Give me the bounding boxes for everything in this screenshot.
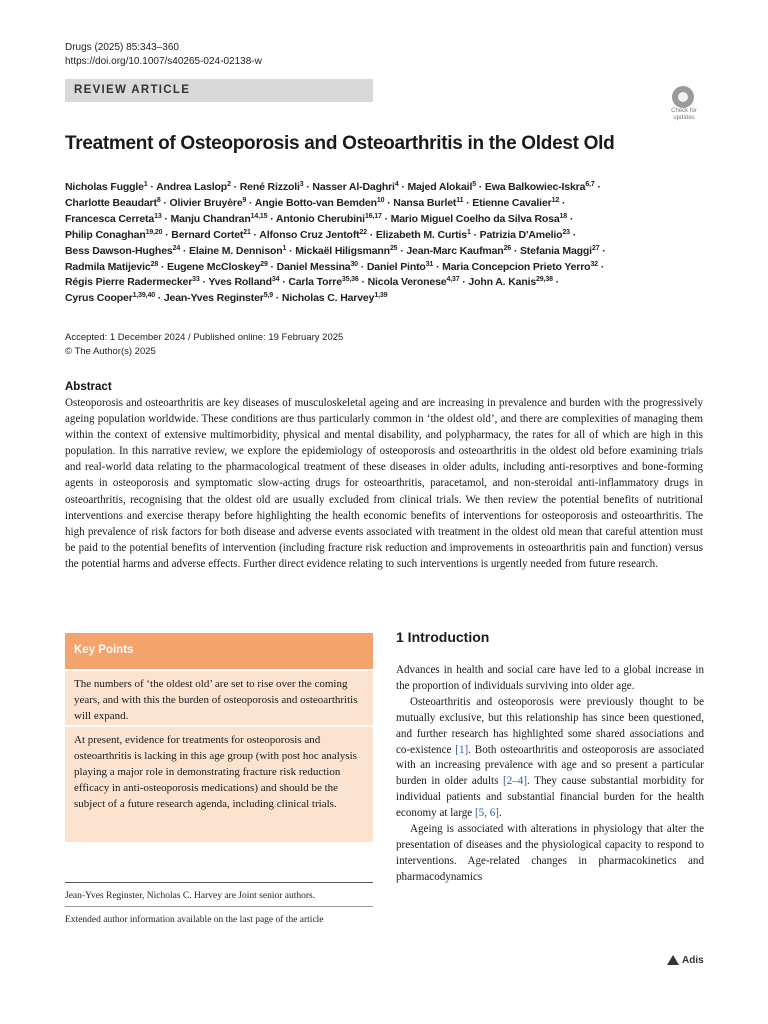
author-name[interactable]: Bernard Cortet$^{21}$: [171, 228, 251, 241]
author-affiliation: 32: [590, 260, 598, 268]
author-line: [65, 244, 705, 260]
author-affiliation: 3: [299, 181, 304, 188]
author-affiliation: 23: [562, 228, 570, 236]
author-separator: ·: [433, 260, 443, 273]
author-separator: ·: [246, 196, 255, 209]
citation-link[interactable]: [5, 6]: [474, 807, 499, 820]
author-name[interactable]: Elaine M. Dennison$^1$: [188, 244, 287, 257]
author-separator: ·: [470, 228, 480, 241]
author-separator: ·: [398, 181, 408, 193]
author-name[interactable]: Cyrus Cooper$^{1,39,40}$: [65, 292, 155, 305]
article-type-label: REVIEW ARTICLE: [74, 84, 191, 96]
author-name[interactable]: Mickaël Hiligsmann$^{25}$: [295, 244, 398, 257]
author-separator: ·: [250, 228, 260, 241]
author-separator: ·: [286, 244, 296, 257]
author-affiliation: 1: [466, 228, 471, 236]
author-separator: ·: [567, 212, 574, 225]
author-line: [65, 275, 705, 291]
author-separator: ·: [358, 276, 368, 289]
author-separator: ·: [267, 260, 277, 273]
author-name[interactable]: Jean-Yves Reginster$^{5,9}$: [163, 292, 273, 305]
author-name[interactable]: Elizabeth M. Curtis$^1$: [375, 228, 471, 241]
author-separator: ·: [459, 276, 469, 289]
intro-paragraph: Ageing is associated with alterations in physiology that alter the presentation of diseases and the physiological capacity to respond to interventions. Age-related changes in pharmacokinetics and pharmacodynamics: [396, 823, 704, 883]
author-name[interactable]: Patrizia D'Amelio$^{23}$: [479, 228, 570, 241]
author-affiliation: 27: [591, 244, 600, 252]
author-separator: ·: [594, 181, 601, 193]
author-name[interactable]: John A. Kanis$^{29,38}$: [468, 276, 553, 289]
check-updates-icon-inner: [678, 92, 688, 102]
author-line: [65, 228, 705, 244]
author-name[interactable]: Philip Conaghan$^{19,20}$: [65, 228, 163, 241]
author-separator: ·: [303, 181, 313, 193]
author-affiliation: 35,36: [341, 276, 359, 284]
introduction-text: [396, 663, 704, 886]
author-affiliation: 28: [150, 260, 159, 268]
author-name[interactable]: Charlotte Beaudart$^8$: [65, 196, 161, 209]
author-name[interactable]: Carla Torre$^{35,36}$: [288, 276, 359, 289]
author-line: [65, 291, 705, 307]
author-affiliation: 24: [172, 244, 181, 252]
author-affiliation: 29: [260, 260, 268, 268]
author-separator: ·: [162, 228, 172, 241]
citation-link[interactable]: [2–4]: [503, 775, 528, 788]
author-affiliation: 12: [551, 196, 560, 204]
author-separator: ·: [357, 260, 367, 273]
journal-citation: [65, 41, 262, 69]
author-affiliation: 31: [425, 260, 434, 268]
author-separator: ·: [161, 212, 171, 225]
author-line: [65, 180, 705, 196]
author-affiliation: 16,17: [364, 212, 382, 220]
author-affiliation: 18: [559, 212, 568, 220]
author-separator: ·: [384, 196, 394, 209]
author-line: [65, 212, 705, 228]
author-affiliation: 5,9: [263, 292, 273, 300]
journal-volume: Drugs (2025) 85:343–360: [65, 42, 179, 53]
author-affiliation: 5: [472, 181, 476, 188]
author-affiliation: 10: [376, 196, 385, 204]
abstract-heading: Abstract: [65, 381, 112, 393]
author-name[interactable]: Olivier Bruyère$^9$: [169, 196, 247, 209]
author-name[interactable]: Radmila Matijevic$^{28}$: [65, 260, 159, 273]
author-affiliation: 22: [359, 228, 368, 236]
author-separator: ·: [381, 212, 391, 225]
author-separator: ·: [158, 260, 167, 273]
author-separator: ·: [160, 196, 170, 209]
copyright: © The Author(s) 2025: [65, 345, 156, 357]
author-name[interactable]: Nicholas C. Harvey$^{1,39}$: [281, 292, 388, 305]
author-affiliation: 26: [503, 244, 512, 252]
author-name[interactable]: Mario Miguel Coelho da Silva Rosa$^{18}$: [390, 212, 568, 225]
author-affiliation: 30: [350, 260, 358, 268]
author-name[interactable]: Jean-Marc Kaufman$^{26}$: [406, 244, 512, 257]
author-name[interactable]: Etienne Cavalier$^{12}$: [472, 196, 560, 209]
author-affiliation: 1: [143, 181, 148, 188]
citation-link[interactable]: [1]: [455, 743, 469, 756]
author-name[interactable]: Daniel Messina$^{30}$: [276, 260, 358, 273]
author-affiliation: 14,15: [250, 212, 268, 220]
author-affiliation: 1,39,40: [132, 292, 155, 300]
intro-paragraph: Osteoarthritis and osteoporosis were previously thought to be mutually exclusive, but this relationship has since been questioned, and further research has highlighted some shared associations and co-existence [1]. Both osteoarthritis and osteoporosis are associated with an increasing prevalence with age and so present a particular burden in older adults [2–4]. They cause substantial morbidity for individual patients and substantial financial burden for the health economy at large [5, 6].: [396, 695, 705, 820]
footnote-rule: [65, 882, 373, 883]
author-affiliation: 6,7: [585, 181, 595, 188]
author-name[interactable]: Nasser Al-Daghri$^4$: [312, 181, 399, 193]
author-name[interactable]: Daniel Pinto$^{31}$: [366, 260, 434, 273]
author-affiliation: 1: [282, 244, 287, 252]
key-points-divider: [65, 669, 373, 671]
author-affiliation: 19,20: [145, 228, 163, 236]
author-name[interactable]: Yves Rolland$^{34}$: [208, 276, 280, 289]
author-separator: ·: [597, 260, 605, 273]
author-affiliation: 2: [227, 181, 231, 188]
author-separator: ·: [273, 292, 282, 305]
author-affiliation: 4: [394, 181, 399, 188]
abstract-text: Osteoporosis and osteoarthritis are key diseases of musculoskeletal ageing and are increasing in prevalence and burden with the progressively ageing population worldwide. These conditions are thus particularly common in ‘the oldest old’, and there are complexities of managing them within the context of extensive multimorbidity, physical and mental disability, and polypharmacy, the rates for all of which are high in this population. In this narrative review, we explore the epidemiology of osteoporosis and osteoarthritis in the oldest old before examining trials and real-world data relating to the pharmacological treatment of these diseases in older adults, including anti-resorptives and bone-forming agents in osteoporosis and symptomatic slow-acting drugs for osteoarthritis, paracetamol, and non-steroidal anti-inflammatory drugs in osteoarthritis, recognising that the oldest old are usually excluded from clinical trials. We then review the potential benefits of nutritional interventions and exercise therapy before highlighting the health economic benefits of interventions for osteoporosis and osteoarthritis. The high prevalence of risk factors for both disease and adverse events associated with treatment in the oldest old mean that careful attention must be paid to the potential benefits of intervention (including fracture risk reduction and improvements in osteoarthritis pain and function) versus the potential harms and adverse effects. Further direct evidence relating to such interventions is urgently needed from future research.: [65, 397, 703, 570]
author-list: [65, 180, 705, 307]
check-updates-label: Check for updates: [671, 108, 697, 121]
key-point-item: At present, evidence for treatments for osteoporosis and osteoarthritis is lacking in this age group (with post hoc analysis playing a major role in demonstrating fracture risk reduction efficacy in anti-osteoporosis medications) and should be the subject of a future research agenda, including clinical trials.: [74, 734, 357, 811]
author-name[interactable]: Régis Pierre Radermecker$^{33}$: [65, 276, 200, 289]
article-title: Treatment of Osteoporosis and Osteoarthritis in the Oldest Old: [65, 133, 615, 154]
author-affiliation: 34: [271, 276, 280, 284]
author-affiliation: 4,37: [446, 276, 460, 284]
author-name[interactable]: Ewa Balkowiec-Iskra$^{6,7}$: [484, 181, 595, 193]
author-affiliation: 9: [242, 196, 247, 204]
author-affiliation: 29,38: [536, 276, 553, 284]
author-line: [65, 260, 705, 276]
author-name[interactable]: René Rizzoli$^3$: [239, 181, 304, 193]
author-affiliation: 11: [456, 196, 464, 204]
author-separator: ·: [599, 244, 606, 257]
key-points-title: Key Points: [74, 644, 134, 656]
author-affiliation: 8: [156, 196, 161, 204]
author-separator: ·: [199, 276, 209, 289]
author-separator: ·: [475, 181, 485, 193]
author-affiliation: 13: [154, 212, 162, 220]
author-name[interactable]: Francesca Cerreta$^{13}$: [65, 212, 162, 225]
publisher-logo: Adis: [682, 955, 704, 966]
accepted-published: Accepted: 1 December 2024 / Published online: 19 February 2025: [65, 332, 344, 343]
author-affiliation: 25: [389, 244, 398, 252]
section-heading-introduction: 1 Introduction: [396, 629, 490, 645]
author-separator: ·: [397, 244, 407, 257]
author-name[interactable]: Majed Alokail$^5$: [407, 181, 476, 193]
author-separator: ·: [147, 181, 157, 193]
author-separator: ·: [367, 228, 376, 241]
author-separator: ·: [180, 244, 189, 257]
author-separator: ·: [463, 196, 473, 209]
author-separator: ·: [230, 181, 240, 193]
adis-logo-icon: [667, 955, 679, 965]
publication-dates: [65, 331, 343, 358]
author-separator: ·: [279, 276, 289, 289]
author-name[interactable]: Alfonso Cruz Jentoft$^{22}$: [259, 228, 368, 241]
author-name[interactable]: Bess Dawson-Hughes$^{24}$: [65, 244, 181, 257]
doi-link[interactable]: https://doi.org/10.1007/s40265-024-02138-w: [65, 56, 262, 67]
author-affiliation: 21: [243, 228, 251, 236]
author-separator: ·: [559, 196, 566, 209]
author-affiliation: 1,39: [374, 292, 388, 300]
author-separator: ·: [569, 228, 577, 241]
author-name[interactable]: Nicholas Fuggle$^1$: [65, 181, 148, 193]
key-point-item: The numbers of ‘the oldest old’ are set to rise over the coming years, and with this the burden of osteoporosis and osteoarthritis will expand.: [74, 678, 358, 723]
joint-authors-note: Jean-Yves Reginster, Nicholas C. Harvey are Joint senior authors.: [65, 891, 316, 901]
key-points-divider: [65, 725, 373, 727]
extended-author-note: Extended author information available on the last page of the article: [65, 915, 324, 925]
author-separator: ·: [154, 292, 164, 305]
author-name[interactable]: Angie Botto-van Bemden$^{10}$: [254, 196, 385, 209]
author-separator: ·: [511, 244, 520, 257]
footnote-rule: [65, 906, 373, 907]
author-name[interactable]: Antonio Cherubini$^{16,17}$: [275, 212, 382, 225]
intro-paragraph: Advances in health and social care have led to a global increase in the proportion of individuals surviving into older age.: [396, 664, 704, 692]
author-name[interactable]: Nicola Veronese$^{4,37}$: [367, 276, 460, 289]
author-name[interactable]: Stefania Maggi$^{27}$: [519, 244, 600, 257]
author-separator: ·: [552, 276, 559, 289]
author-name[interactable]: Manju Chandran$^{14,15}$: [170, 212, 268, 225]
author-name[interactable]: Maria Concepcion Prieto Yerro$^{32}$: [442, 260, 598, 273]
author-name[interactable]: Eugene McCloskey$^{29}$: [166, 260, 268, 273]
author-name[interactable]: Nansa Burlet$^{11}$: [393, 196, 464, 209]
author-name[interactable]: Andrea Laslop$^2$: [156, 181, 231, 193]
author-separator: ·: [267, 212, 276, 225]
author-affiliation: 33: [192, 276, 200, 284]
author-line: [65, 196, 705, 212]
